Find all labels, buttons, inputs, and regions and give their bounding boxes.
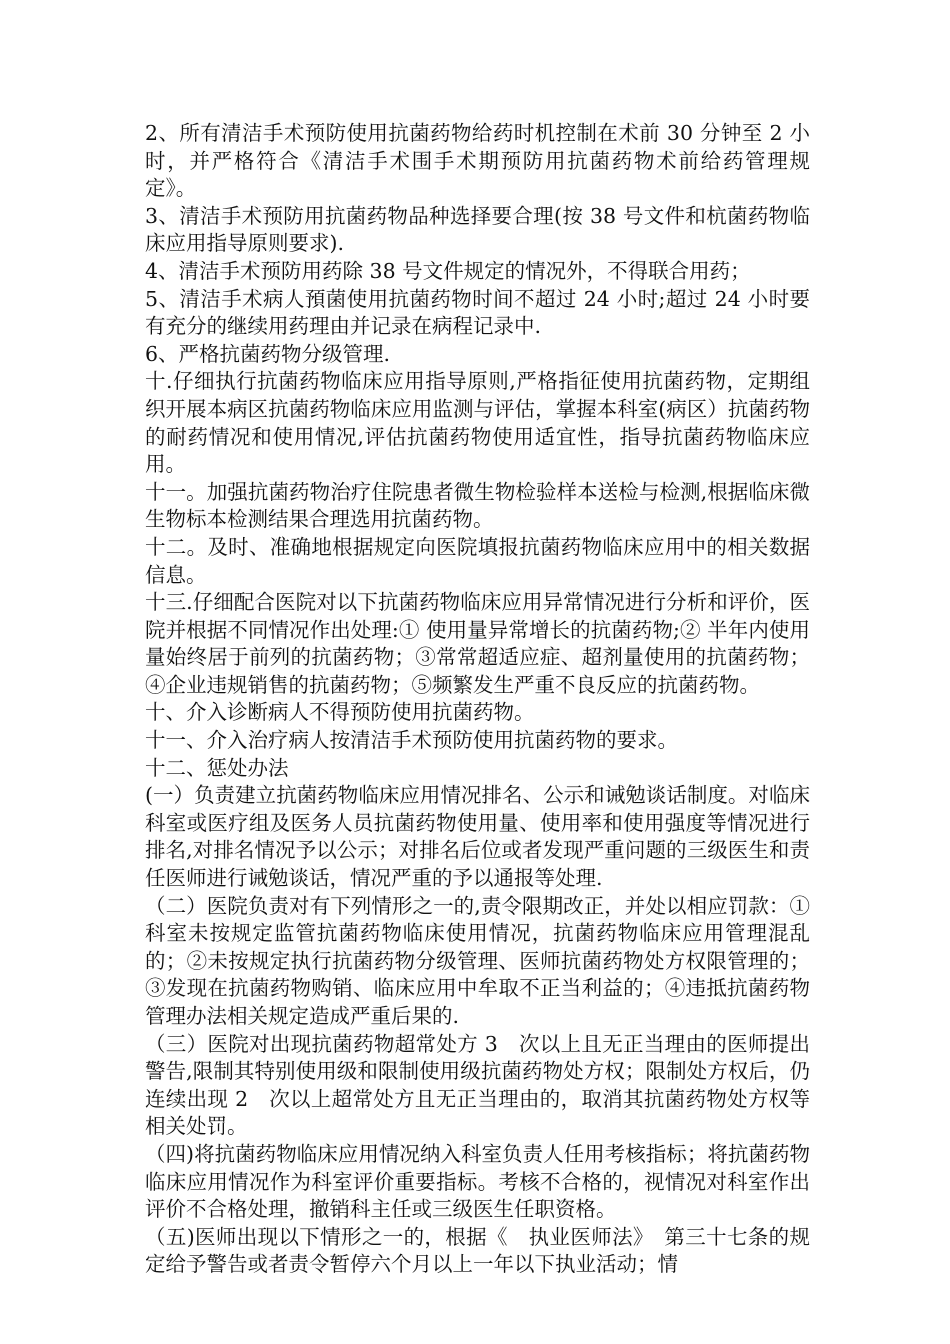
paragraph-8: 十二。及时、准确地根据规定向医院填报抗菌药物临床应用中的相关数据信息。: [145, 534, 810, 587]
paragraph-2: 3、清洁手术预防用抗菌药物品种选择要合理(按 38 号文件和杭菌药物临床应用指导原则要求).: [145, 203, 810, 256]
paragraph-6: 十.仔细执行抗菌药物临床应用指导原则,严格指征使用抗菌药物，定期组织开展本病区抗菌药物临床应用监测与评估，掌握本科室(病区）抗菌药物的耐药情况和使用情况,评估抗菌药物使用适宜性，指导抗菌药物临床应用。: [145, 369, 810, 477]
paragraph-7: 十一。加强抗菌药物治疗住院患者微生物检验样本送检与检测,根据临床微生物标本检测结果合理选用抗菌药物。: [145, 479, 810, 532]
paragraph-11: 十一、介入治疗病人按清洁手术预防使用抗菌药物的要求。: [145, 728, 678, 753]
paragraph-17: （五)医师出现以下情形之一的，根据《 执业医师法》 第三十七条的规定给予警告或者责令暂停六个月以上一年以下执业活动；情: [145, 1224, 810, 1277]
paragraph-4: 5、清洁手术病人預菌使用抗菌药物时间不超过 24 小时;超过 24 小时要有充分的继续用药理由并记录在病程记录中.: [145, 286, 810, 339]
paragraph-5: 6、严格抗菌药物分级管理.: [145, 341, 391, 366]
paragraph-16: （四)将抗菌药物临床应用情况纳入科室负责人任用考核指标；将抗菌药物临床应用情况作为科室评价重要指标。考核不合格的，视情况对科室作出评价不合格处理，撤销科主任或三级医生任职资格。: [145, 1141, 810, 1222]
paragraph-3: 4、清洁手术预防用药除 38 号文件规定的情况外，不得联合用药；: [145, 258, 751, 283]
paragraph-1: 2、所有清洁手术预防使用抗菌药物给药时机控制在术前 30 分钟至 2 小时，并严格符合《清洁手术围手术期预防用抗菌药物术前给药管理规定》。: [145, 121, 810, 201]
section-heading: 十二、惩处办法: [145, 755, 289, 780]
paragraph-10: 十、介入诊断病人不得预防使用抗菌药物。: [145, 700, 535, 725]
document-body: [145, 120, 810, 1279]
paragraph-9: 十三.仔细配合医院对以下抗菌药物临床应用异常情况进行分析和评价，医院并根据不同情况作出处理:① 使用量异常增长的抗菌药物;② 半年内使用量始终居于前列的抗菌药物；③常常超适应症、超剂量使用的抗菌药物；④企业违规销售的抗菌药物；⑤频繁发生严重不良反应的抗菌药物。: [145, 590, 810, 697]
paragraph-15: （三）医院对出现抗菌药物超常处方 3 次以上且无正当理由的医师提出警告,限制其特别使用级和限制使用级抗菌药物处方权；限制处方权后，仍连续出现 2 次以上超常处方且无正当理由的，取消其抗菌药物处方权等相关处罚。: [145, 1031, 810, 1139]
paragraph-14: （二）医院负责对有下列情形之一的,责令限期改正，并处以相应罚款：①科室未按规定监管抗菌药物临床使用情况，抗菌药物临床应用管理混乱的；②未按规定执行抗菌药物分级管理、医师抗菌药物处方权限管理的；③发现在抗菌药物购销、临床应用中牟取不正当利益的；④违抵抗菌药物管理办法相关规定造成严重后果的.: [145, 893, 810, 1028]
paragraph-13: (一）负责建立抗菌药物临床应用情况排名、公示和诫勉谈话制度。对临床科室或医疗组及医务人员抗菌药物使用量、使用率和使用强度等情况进行排名,对排名情况予以公示；对排名后位或者发现严重问题的三级医生和责任医师进行诫勉谈话，情况严重的予以通报等处理.: [145, 783, 810, 891]
